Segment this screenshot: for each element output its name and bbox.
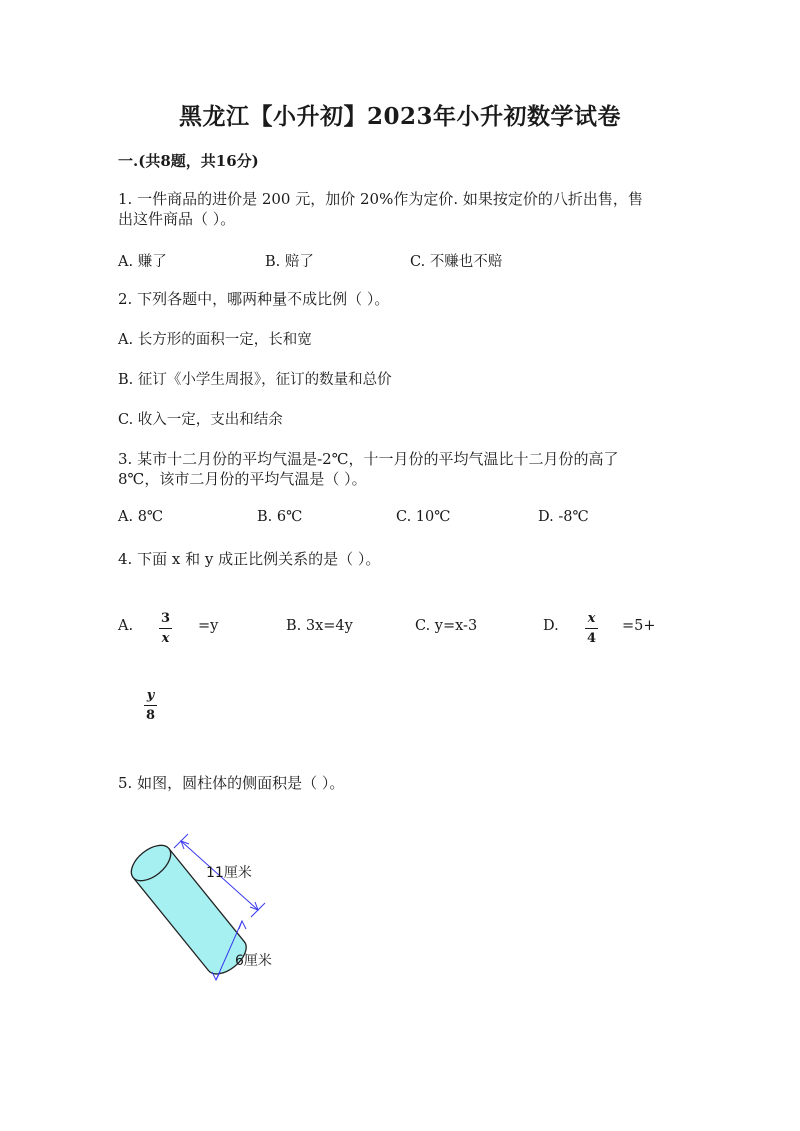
fraction-denominator: 8: [145, 708, 156, 723]
question-1-option-a: A. 赚了: [118, 254, 167, 270]
diameter-label: 6厘米: [235, 953, 272, 969]
question-2-line-1: 2. 下列各题中，哪两种量不成比例（ ）。: [118, 290, 390, 308]
question-1-option-c: C. 不赚也不赔: [410, 254, 503, 270]
question-4-option-d-label: D.: [543, 618, 559, 634]
question-3-line-1: 3. 某市十二月份的平均气温是-2℃，十一月份的平均气温比十二月份的高了: [118, 450, 619, 468]
question-4-line-1: 4. 下面 x 和 y 成正比例关系的是（ ）。: [118, 550, 381, 568]
question-1-option-b: B. 赔了: [265, 254, 314, 270]
question-4-option-d-fraction-2: [144, 687, 157, 724]
fraction-numerator: y: [146, 688, 155, 703]
question-4-option-d-fraction: [585, 610, 598, 647]
question-4-option-c: C. y=x-3: [415, 618, 478, 634]
question-4-option-a-label: A.: [118, 618, 134, 634]
question-2-option-b: B. 征订《小学生周报》，征订的数量和总价: [118, 372, 392, 388]
question-3-option-b: B. 6℃: [257, 509, 303, 525]
fraction-numerator: x: [587, 611, 596, 626]
fraction-denominator: x: [161, 631, 170, 646]
question-3-line-2: 8℃，该市二月份的平均气温是（ ）。: [118, 470, 367, 488]
question-2-option-a: A. 长方形的面积一定，长和宽: [118, 332, 312, 348]
question-1-line-2: 出这件商品（ ）。: [118, 210, 236, 228]
question-3-option-c: C. 10℃: [396, 509, 451, 525]
question-5-line-1: 5. 如图，圆柱体的侧面积是（ ）。: [118, 774, 345, 792]
fraction-bar: [585, 628, 598, 629]
question-4-option-d-tail: =5+: [622, 618, 656, 634]
question-3-option-a: A. 8℃: [118, 509, 164, 525]
fraction-denominator: 4: [586, 631, 597, 646]
question-2-option-c: C. 收入一定，支出和结余: [118, 412, 283, 428]
question-3-option-d: D. -8℃: [538, 509, 589, 525]
fraction-bar: [159, 628, 172, 629]
question-4-option-a-tail: =y: [198, 618, 219, 634]
section-heading: 一.(共8题，共16分): [118, 152, 259, 170]
fraction-bar: [144, 705, 157, 706]
question-1-line-1: 1. 一件商品的进价是 200 元，加价 20%作为定价. 如果按定价的八折出售，售: [118, 190, 643, 208]
length-label: 11厘米: [206, 865, 252, 881]
cylinder-figure: [118, 825, 298, 999]
fraction-numerator: 3: [160, 611, 171, 626]
question-4-option-b: B. 3x=4y: [286, 618, 353, 634]
page-title: 黑龙江【小升初】2023年小升初数学试卷: [178, 103, 621, 130]
question-4-option-a-fraction: [159, 610, 172, 647]
